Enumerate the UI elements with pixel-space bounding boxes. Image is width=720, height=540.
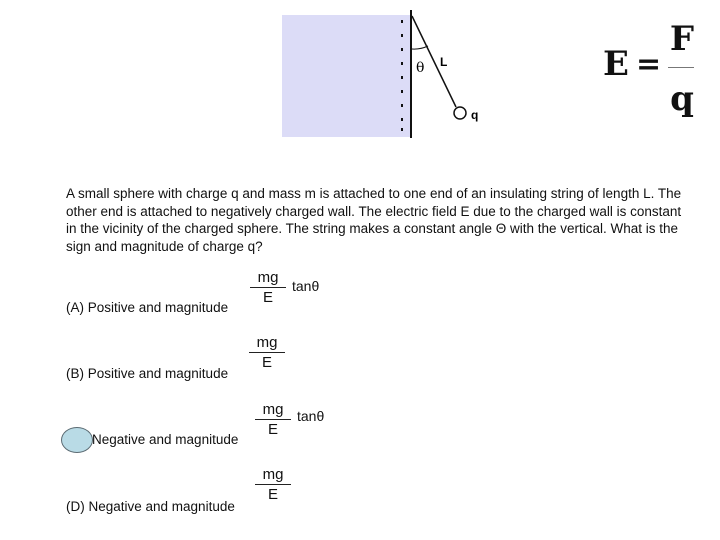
choice-c-label[interactable]: Negative and magnitude <box>92 432 239 447</box>
choice-c-denominator: E <box>267 421 278 438</box>
formula-fraction <box>662 20 704 120</box>
formula-numerator: F <box>669 19 695 59</box>
choice-c-fraction <box>255 401 291 438</box>
choice-b-numerator: mg <box>256 334 278 351</box>
formula-lhs: E <box>603 44 629 84</box>
choice-d-label[interactable]: (D) Negative and magnitude <box>66 499 235 514</box>
choice-c-selection-marker[interactable] <box>61 427 93 453</box>
angle-arc <box>412 46 428 49</box>
choice-b-fraction <box>249 334 285 371</box>
choice-d-fraction <box>255 466 291 503</box>
charged-wall-figure <box>0 0 720 180</box>
choice-c-trig: tanθ <box>297 408 325 424</box>
choice-d-fraction-bar <box>255 484 291 485</box>
question-text: A small sphere with charge q and mass m is attached to one end of an insulating string of length L. The other end is attached to negatively charged wall. The electric field E due to the charged wall is constant in the vicinity of the charged sphere. The string makes a constant angle Θ with the vertical. What is the sign and magnitude of charge q? <box>66 186 682 254</box>
choice-a-label[interactable]: (A) Positive and magnitude <box>66 300 229 315</box>
choice-b-denominator: E <box>261 354 272 371</box>
length-label: L <box>440 55 448 69</box>
choice-c-fraction-bar <box>255 419 291 420</box>
angle-label: θ <box>416 60 425 76</box>
choice-b-fraction-bar <box>249 352 285 353</box>
wall-panel <box>282 15 411 137</box>
formula-equals: = <box>636 47 662 82</box>
choice-a-numerator: mg <box>257 269 279 286</box>
choice-d-numerator: mg <box>262 466 284 483</box>
choice-a-fraction-bar <box>250 287 286 288</box>
choice-c-numerator: mg <box>262 401 284 418</box>
choice-a-denominator: E <box>262 289 273 306</box>
formula-denominator: q <box>670 79 694 119</box>
charged-sphere <box>454 107 466 119</box>
charge-label: q <box>471 108 479 122</box>
choice-a-trig: tanθ <box>292 278 320 294</box>
choice-a-fraction <box>250 269 286 306</box>
choice-b-label[interactable]: (B) Positive and magnitude <box>66 366 229 381</box>
choice-d-denominator: E <box>267 486 278 503</box>
formula-fraction-bar <box>668 67 694 68</box>
